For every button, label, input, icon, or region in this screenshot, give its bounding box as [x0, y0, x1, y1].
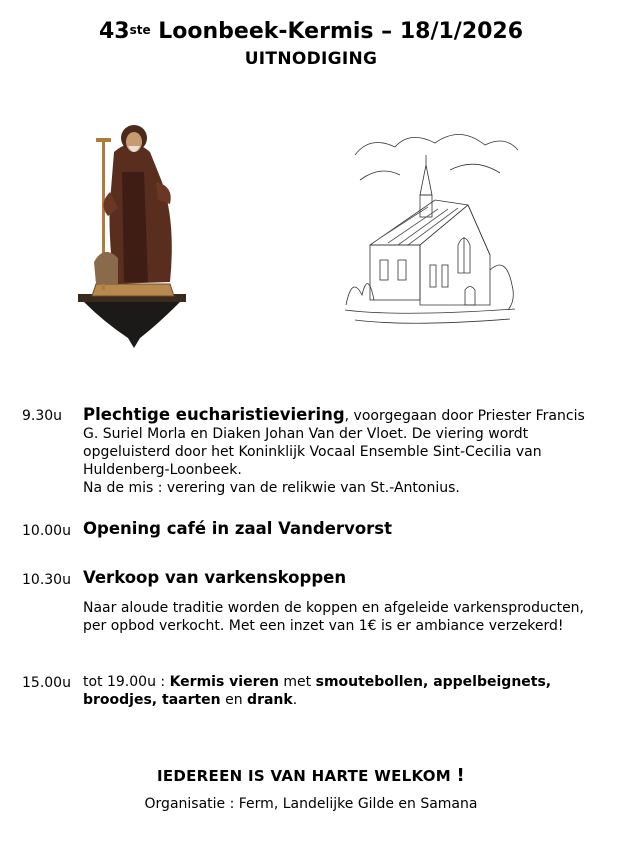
program-time: 9.30u: [22, 408, 63, 424]
program-title: Verkoop van varkenskoppen: [83, 568, 347, 587]
welcome-message: IEDEREEN IS VAN HARTE WELKOM !: [156, 765, 466, 786]
title-text: Loonbeek-Kermis – 18/1/2026: [150, 19, 524, 44]
church-drawing-image: [340, 95, 522, 350]
page-title: [0, 18, 622, 46]
program-text: , voorgegaan door Priester Francis G. Suriel Morla en Diaken Johan Van der Vloet. De viering wordt opgeluisterd door het Koninklijk Vocaal Ensemble Sint-Cecilia van Huldenberg-Loonbeek.: [83, 408, 585, 478]
program-title: Opening café in zaal Vandervorst: [83, 519, 393, 538]
organisation-line: Organisatie : Ferm, Landelijke Gilde en Samana: [144, 796, 478, 812]
program-text: Naar aloude traditie worden de koppen en afgeleide varkensproducten, per opbod verkocht. Met een inzet van 1€ is er ambiance verzekerd!: [83, 600, 584, 634]
program-description: [83, 406, 603, 497]
saint-statue-image: [74, 112, 192, 352]
page-subtitle: UITNODIGING: [244, 49, 378, 69]
program-time: 10.30u: [22, 572, 71, 588]
edition-suffix: ste: [129, 23, 151, 37]
program-title: Plechtige eucharistieviering: [83, 405, 345, 424]
program-time: 15.00u: [22, 675, 71, 691]
program-highlight: Kermis vieren: [169, 674, 279, 690]
program-highlight: drank: [247, 692, 293, 708]
program-time: 10.00u: [22, 523, 71, 539]
program-highlight: smoutebollen, appelbeignets, broodjes, taarten: [83, 674, 552, 708]
program-note: Na de mis : verering van de relikwie van St.-Antonius.: [83, 480, 460, 496]
program-description: tot 19.00u : Kermis vieren met smoutebollen, appelbeignets, broodjes, taarten en drank.: [83, 674, 552, 708]
edition-number: 43: [98, 19, 130, 44]
